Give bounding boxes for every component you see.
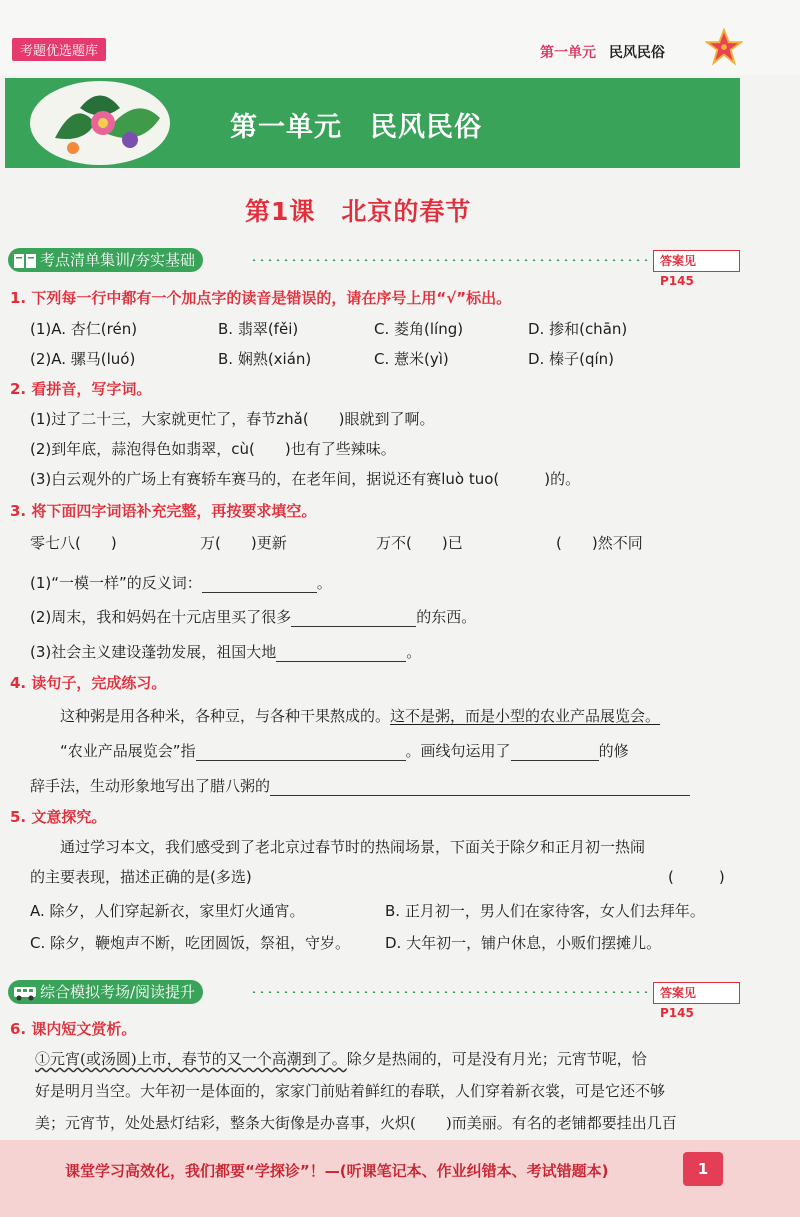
q4-title: 4. 读句子，完成练习。 xyxy=(10,674,167,692)
q1-title: 1. 下列每一行中都有一个加点字的读音是错误的，请在序号上用“√”标出。 xyxy=(10,289,512,307)
q3-sub2 xyxy=(30,606,476,627)
section-header-basics xyxy=(8,248,740,288)
q1-option[interactable]: (2)A. 骡马(luó) xyxy=(30,350,136,368)
answer-blank[interactable] xyxy=(291,608,416,627)
footer-slogan: 课堂学习高效化，我们都要“学探诊”！—(听课笔记本、作业纠错本、考试错题本) xyxy=(65,1162,609,1180)
q5-option-b[interactable]: B. 正月初一，男人们在家待客，女人们去拜年。 xyxy=(385,902,705,920)
q3-word[interactable]: 万( )更新 xyxy=(200,534,287,552)
q4-sentence-a: 这种粥是用各种米，各种豆，与各种干果熬成的。 xyxy=(60,707,391,725)
section-header-reading xyxy=(8,980,740,1020)
q2-line[interactable]: (2)到年底，蒜泡得色如翡翠，cù( )也有了些辣味。 xyxy=(30,440,396,458)
q2-line[interactable]: (1)过了二十三，大家就更忙了，春节zhǎ( )眼就到了啊。 xyxy=(30,410,435,428)
answer-blank[interactable] xyxy=(202,574,317,593)
q4-line3 xyxy=(30,775,690,796)
q5-paragraph: 的主要表现，描述正确的是(多选) xyxy=(30,868,252,886)
unit-label: 第一单元 xyxy=(540,45,596,61)
q5-answer-paren[interactable]: ( ) xyxy=(668,868,725,886)
q4-line2-c: 的修 xyxy=(598,742,629,760)
unit-name: 民风民俗 xyxy=(608,45,665,61)
q3-word[interactable]: 零七八( ) xyxy=(30,534,117,552)
page-number: 1 xyxy=(683,1152,723,1186)
starfish-icon xyxy=(705,28,743,66)
q3-word[interactable]: 万不( )已 xyxy=(376,534,463,552)
q3-sub2-text: (2)周末，我和妈妈在十元店里买了很多 xyxy=(30,608,292,626)
q1-option[interactable]: C. 菱角(líng) xyxy=(374,320,464,338)
flower-decoration-icon xyxy=(25,78,175,168)
dotted-divider xyxy=(250,259,650,261)
q5-option-a[interactable]: A. 除夕，人们穿起新衣，家里灯火通宵。 xyxy=(30,902,305,920)
q6-line xyxy=(35,1048,647,1069)
answer-reference: 答案见 P145 xyxy=(653,250,740,272)
answer-blank[interactable] xyxy=(511,742,599,761)
dotted-divider xyxy=(250,991,650,993)
q3-sub2-tail: 的东西。 xyxy=(416,608,477,626)
answer-blank[interactable] xyxy=(276,643,406,662)
q1-option[interactable]: D. 掺和(chān) xyxy=(528,320,628,338)
library-tag: 考题优选题库 xyxy=(12,38,106,61)
q2-line[interactable]: (3)白云观外的广场上有赛轿车赛马的，在老年间，据说还有赛luò tuo( )的。 xyxy=(30,470,581,488)
q1-option[interactable]: B. 娴熟(xián) xyxy=(218,350,312,368)
q3-sub3-text: (3)社会主义建设蓬勃发展，祖国大地 xyxy=(30,643,277,661)
q3-title: 3. 将下面四字词语补充完整，再按要求填空。 xyxy=(10,502,317,520)
q6-wavy-sentence: ①元宵(或汤圆)上市，春节的又一个高潮到了。 xyxy=(35,1050,347,1068)
q3-sub1: (1)“一模一样”的反义词： 。 xyxy=(30,574,332,592)
top-bar xyxy=(0,0,800,75)
bus-icon xyxy=(12,982,38,1002)
answer-blank[interactable] xyxy=(270,777,690,796)
q1-option[interactable]: (1)A. 杏仁(rén) xyxy=(30,320,138,338)
q6-line: 美；元宵节，处处悬灯结彩，整条大街像是办喜事，火炽( )而美丽。有名的老铺都要挂出几百 xyxy=(35,1114,677,1132)
q3-sub1-text: (1)“一模一样”的反义词： xyxy=(30,574,202,592)
q4-line2-a: “农业产品展览会”指 xyxy=(60,742,196,760)
q5-option-d[interactable]: D. 大年初一，铺户休息，小贩们摆摊儿。 xyxy=(385,934,662,952)
q5-title: 5. 文意探究。 xyxy=(10,808,107,826)
section-title: 综合模拟考场/阅读提升 xyxy=(40,983,196,1001)
q4-sentence xyxy=(60,705,660,726)
answer-reference: 答案见 P145 xyxy=(653,982,740,1004)
q4-underlined-sentence: 这不是粥，而是小型的农业产品展览会。 xyxy=(390,707,661,725)
q3-word[interactable]: ( )然不同 xyxy=(556,534,643,552)
lesson-title: 第1课 北京的春节 xyxy=(245,197,472,226)
q5-option-c[interactable]: C. 除夕，鞭炮声不断，吃团圆饭，祭祖，守岁。 xyxy=(30,934,351,952)
q4-line3-text: 辞手法，生动形象地写出了腊八粥的 xyxy=(30,777,271,795)
q3-sub3: (3)社会主义建设蓬勃发展，祖国大地 。 xyxy=(30,643,422,661)
q1-option[interactable]: B. 翡翠(fěi) xyxy=(218,320,299,338)
q5-paragraph: 通过学习本文，我们感受到了老北京过春节时的热闹场景，下面关于除夕和正月初一热闹 xyxy=(60,838,646,856)
running-header xyxy=(540,42,665,62)
q2-title: 2. 看拼音，写字词。 xyxy=(10,380,152,398)
q4-line2-b: 。画线句运用了 xyxy=(405,742,511,760)
banner-title: 第一单元 民风民俗 xyxy=(230,112,482,143)
q4-line2 xyxy=(60,740,629,761)
q6-line1-rest: 除夕是热闹的，可是没有月光；元宵节呢，恰 xyxy=(346,1050,647,1068)
q6-line: 好是明月当空。大年初一是体面的，家家门前贴着鲜红的春联，人们穿着新衣裳，可是它还不够 xyxy=(35,1082,666,1100)
q6-title: 6. 课内短文赏析。 xyxy=(10,1020,137,1038)
section-title: 考点清单集训/夯实基础 xyxy=(40,251,196,269)
answer-blank[interactable] xyxy=(196,742,406,761)
q1-option[interactable]: C. 薏米(yì) xyxy=(374,350,449,368)
q1-option[interactable]: D. 榛子(qín) xyxy=(528,350,614,368)
book-icon xyxy=(12,250,38,270)
